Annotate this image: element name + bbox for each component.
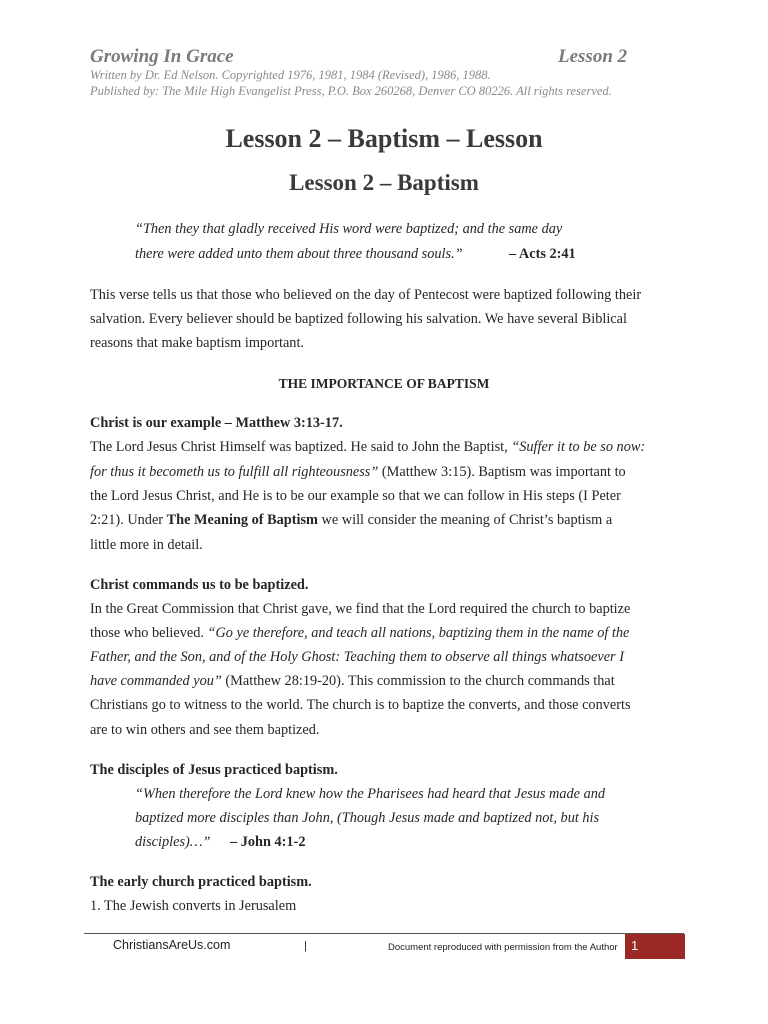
- section3-quote-line-3: disciples)…”: [135, 834, 211, 850]
- footer-site-link[interactable]: ChristiansAreUs.com: [113, 938, 231, 952]
- section3-quote-line-2: baptized more disciples than John, (Though Jesus made and baptized not, but his: [135, 810, 600, 826]
- section2-line-5: Christians go to witness to the world. The church is to baptize the converts, and those converts: [90, 697, 631, 713]
- section1-line-1-quote: “Suffer it to be so now:: [511, 439, 646, 455]
- section2-line-6: are to win others and see them baptized.: [90, 722, 320, 738]
- section3-reference: – John 4:1-2: [230, 834, 306, 850]
- header-lesson: Lesson 2: [558, 46, 628, 67]
- section2-line-4: [90, 673, 615, 690]
- section-heading: THE IMPORTANCE OF BAPTISM: [278, 376, 490, 391]
- header-title: Growing In Grace: [90, 46, 234, 67]
- section4-heading: The early church practiced baptism.: [90, 874, 312, 890]
- intro-line-3: reasons that make baptism important.: [90, 335, 305, 351]
- footer-permission-notice: Document reproduced with permission from the Author: [388, 942, 618, 953]
- section1-line-3: the Lord Jesus Christ, and He is to be our example so that we can follow in His steps (I Peter: [90, 488, 621, 504]
- opening-quote-line-2: there were added unto them about three thousand souls.”: [135, 246, 463, 262]
- footer-separator: |: [304, 940, 307, 952]
- section3-heading: The disciples of Jesus practiced baptism.: [90, 762, 338, 778]
- section2-line-2: [90, 625, 629, 642]
- section1-line-4-text-b: we will consider the meaning of Christ’s baptism a: [317, 512, 613, 528]
- section1-line-2-quote: for thus it becometh us to fulfill all righteousness”: [90, 464, 379, 480]
- footer-divider: [84, 933, 684, 934]
- intro-line-2: salvation. Every believer should be baptized following his salvation. We have several Biblical: [90, 311, 627, 327]
- section1-line-2-text: (Matthew 3:15). Baptism was important to: [378, 464, 626, 480]
- section4-item-1: 1. The Jewish converts in Jerusalem: [90, 898, 297, 914]
- header-published-by: Published by: The Mile High Evangelist Press, P.O. Box 260268, Denver CO 80226. All rights reserved.: [90, 84, 612, 98]
- page-subtitle: Lesson 2 – Baptism: [289, 170, 479, 195]
- page-number: 1: [625, 934, 685, 959]
- section2-line-2-quote: “Go ye therefore, and teach all nations, baptizing them in the name of the: [207, 625, 630, 641]
- section1-line-5: little more in detail.: [90, 537, 203, 553]
- section1-line-2: [90, 464, 626, 481]
- section1-line-1: [90, 439, 645, 456]
- opening-quote-reference: – Acts 2:41: [509, 246, 576, 262]
- section2-line-1: In the Great Commission that Christ gave, we find that the Lord required the church to baptize: [90, 601, 631, 617]
- section1-line-4-text-a: 2:21). Under: [90, 512, 167, 528]
- section2-line-3: Father, and the Son, and of the Holy Ghost: Teaching them to observe all things whatsoever I: [90, 649, 624, 665]
- section2-line-4-quote: have commanded you”: [90, 673, 222, 689]
- section1-heading: Christ is our example – Matthew 3:13-17.: [90, 415, 343, 431]
- intro-line-1: This verse tells us that those who believed on the day of Pentecost were baptized following their: [90, 287, 642, 303]
- page-title: Lesson 2 – Baptism – Lesson: [225, 124, 543, 153]
- opening-quote-line-1: “Then they that gladly received His word were baptized; and the same day: [135, 221, 563, 237]
- section1-line-4-bold: The Meaning of Baptism: [166, 512, 318, 528]
- section2-line-2-text: those who believed.: [90, 625, 208, 641]
- section1-line-4: [90, 512, 612, 529]
- section2-heading: Christ commands us to be baptized.: [90, 577, 309, 593]
- section2-line-4-text: (Matthew 28:19-20). This commission to the church commands that: [221, 673, 615, 689]
- section1-line-1-text: The Lord Jesus Christ Himself was baptized. He said to John the Baptist,: [90, 439, 512, 455]
- header-written-by: Written by Dr. Ed Nelson. Copyrighted 1976, 1981, 1984 (Revised), 1986, 1988.: [90, 68, 491, 82]
- section3-quote-line-1: “When therefore the Lord knew how the Pharisees had heard that Jesus made and: [135, 786, 606, 802]
